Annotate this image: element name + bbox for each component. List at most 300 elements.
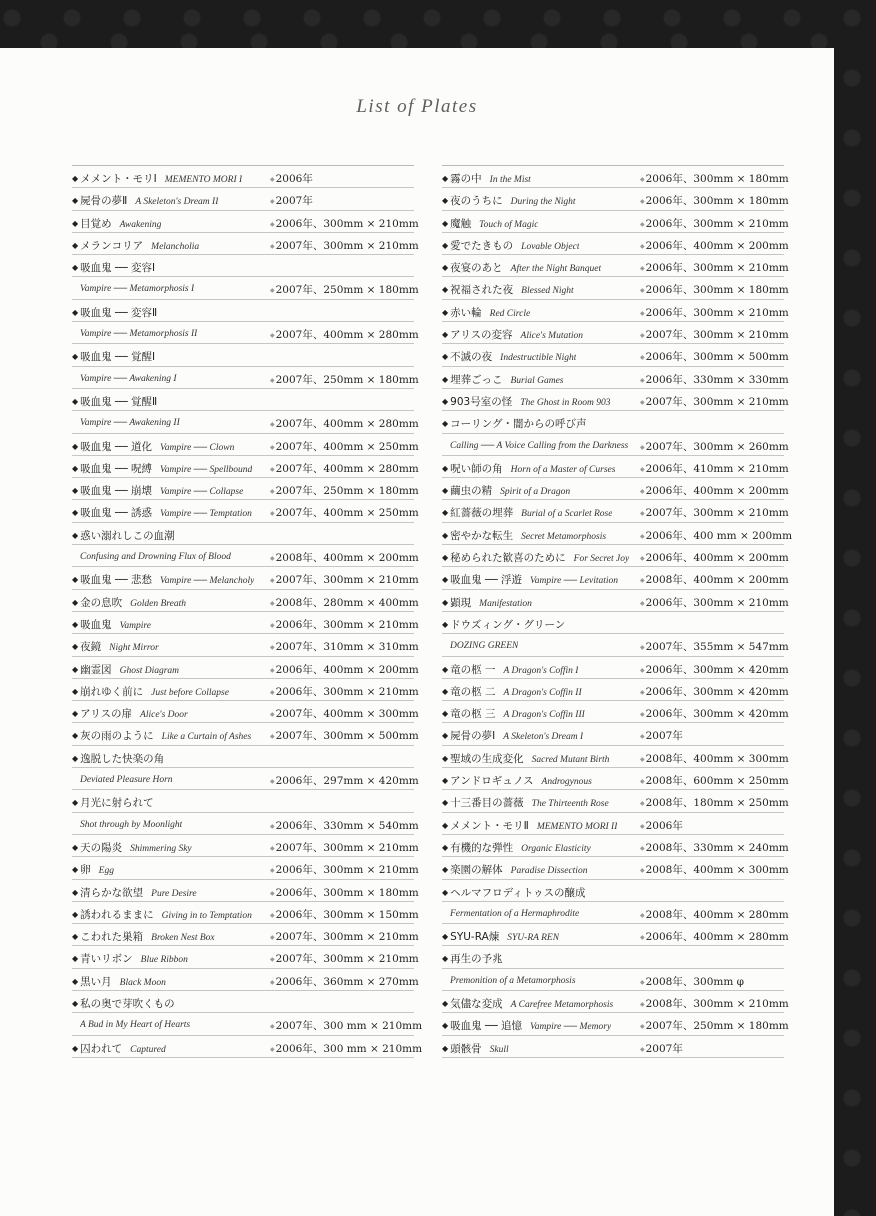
plate-title-jp: 夜鏡: [80, 641, 102, 654]
bullet-icon: ◆: [72, 352, 79, 362]
plate-title-jp: 愛でたきもの: [450, 239, 514, 252]
plate-date-cell: [640, 550, 789, 565]
plate-title-en: Alice's Door: [140, 710, 188, 721]
plate-title: [442, 751, 609, 766]
plate-date-size: ◆ 2007年、300mm × 210mm: [270, 240, 419, 252]
plate-title: [442, 929, 559, 944]
plate-title-jp: 誘われるままに: [80, 908, 154, 921]
bullet-icon: ◆: [442, 932, 449, 942]
plate-date-size: ◆ 2007年、250mm × 180mm: [270, 374, 419, 386]
bullet-icon: ◆: [442, 731, 449, 741]
plate-date-size: ◆ 2006年、300mm × 420mm: [640, 708, 789, 720]
plate-row: [442, 723, 784, 745]
bullet-icon: ◆: [72, 842, 79, 852]
plate-title-jp: 十三番目の薔薇: [450, 797, 524, 810]
plate-title: [80, 327, 197, 339]
plate-row: [442, 924, 789, 946]
plate-title-en: For Secret Joy: [573, 554, 630, 565]
plate-date-cell: [270, 238, 419, 253]
plate-date-size: ◆ 2007年、300mm × 210mm: [270, 574, 419, 586]
plate-row: [442, 902, 789, 924]
plate-title-jp: 囚われて: [80, 1042, 123, 1055]
plate-date-size: ◆ 2008年、400mm × 300mm: [640, 753, 789, 765]
plate-date-size: ◆ 2007年、300mm × 210mm: [640, 396, 789, 408]
plate-title-en: Vampire ── Awakening I: [80, 373, 177, 384]
bullet-icon: ◆: [442, 597, 449, 607]
plate-title: [442, 461, 615, 476]
plate-title: [442, 996, 613, 1011]
bullet-icon: ◆: [442, 352, 449, 362]
plate-title-jp: 紅薔薇の埋葬: [450, 507, 514, 520]
plate-row: [72, 211, 419, 233]
bullet-icon: ◆: [72, 932, 79, 942]
plate-title-en: Vampire ── Metamorphosis II: [80, 329, 198, 340]
plate-row: [72, 924, 419, 946]
plate-title: [450, 639, 518, 651]
bullet-icon: ◆: [442, 396, 449, 406]
plate-row: [442, 500, 789, 522]
plate-date-size: ◆ 2007年、250mm × 180mm: [270, 284, 419, 296]
plate-row: [72, 902, 419, 924]
plate-title: [72, 305, 157, 320]
plate-title-en: Golden Breath: [130, 598, 187, 609]
plate-title: [72, 349, 155, 364]
plate-date-cell: [640, 372, 789, 387]
plate-title-en: SYU-RA REN: [507, 933, 560, 944]
plate-date-size: ◆ 2006年、300 mm × 210mm: [270, 1043, 422, 1055]
plate-date-cell: [270, 282, 419, 297]
plate-date-cell: [270, 706, 419, 721]
plate-date-cell: [640, 193, 789, 208]
plate-date-cell: [270, 907, 419, 922]
plate-title: [72, 595, 186, 610]
plate-title-en: Black Moon: [119, 977, 166, 988]
plate-date-cell: [270, 728, 419, 743]
plate-title: [442, 1041, 509, 1056]
plate-date-size: ◆ 2007年、300 mm × 210mm: [270, 1020, 422, 1032]
bullet-icon: ◆: [442, 1021, 449, 1031]
plate-title-jp: 赤い輪: [450, 306, 482, 319]
plates-list-right: [442, 165, 793, 1058]
plate-title: [72, 1041, 166, 1056]
plate-date-size: ◆ 2007年、300mm × 260mm: [640, 441, 789, 453]
plate-date-cell: [270, 461, 419, 476]
plate-row: [72, 991, 414, 1013]
plate-title: [442, 282, 574, 297]
plate-row: [72, 768, 419, 790]
bullet-icon: ◆: [442, 330, 449, 340]
plate-row: [72, 1036, 423, 1058]
plate-date-size: ◆ 2006年、300mm × 210mm: [270, 218, 419, 230]
plate-row: [72, 300, 414, 322]
bullet-icon: ◆: [72, 396, 79, 406]
plate-title: [442, 862, 587, 877]
plate-title: [72, 193, 218, 208]
plate-row: [72, 790, 414, 812]
plate-title-jp: 不滅の夜: [450, 351, 493, 364]
plate-title-jp: 竜の柩 三: [450, 708, 496, 721]
plate-row: [442, 969, 784, 991]
plate-title: [442, 572, 618, 587]
plate-title-jp: 吸血鬼 ── 呪縛: [80, 462, 152, 475]
bullet-icon: ◆: [442, 998, 449, 1008]
plate-row: [442, 880, 784, 902]
plate-row: [442, 277, 789, 299]
plate-date-size: ◆ 2007年、400mm × 280mm: [270, 418, 419, 430]
plate-title: [450, 439, 628, 451]
plate-date-cell: [640, 483, 789, 498]
plate-title-en: Giving in to Temptation: [161, 910, 252, 921]
plate-row: [72, 590, 419, 612]
bullet-icon: ◆: [442, 419, 449, 429]
plate-date-size: ◆ 2006年、400mm × 200mm: [270, 664, 419, 676]
plate-title-jp: 繭虫の精: [450, 485, 493, 498]
plate-date-cell: [640, 773, 789, 788]
plate-title: [442, 394, 610, 409]
plate-date-cell: [640, 394, 789, 409]
plate-row: [72, 166, 414, 188]
bullet-icon: ◆: [72, 664, 79, 674]
bullet-icon: ◆: [442, 865, 449, 875]
plate-title: [72, 885, 197, 900]
plate-date-cell: [640, 572, 789, 587]
plate-title-en: Confusing and Drowning Flux of Blood: [80, 552, 231, 563]
plate-date-size: ◆ 2006年: [640, 820, 683, 832]
plate-date-size: ◆ 2006年: [270, 173, 313, 185]
plate-title-en: Just before Collapse: [151, 687, 229, 698]
bullet-icon: ◆: [72, 530, 79, 540]
plate-title-en: A Dragon's Coffin III: [503, 710, 585, 721]
plate-title-en: Vampire ── Awakening II: [80, 418, 180, 429]
plate-date-cell: [270, 572, 419, 587]
plate-row: [442, 255, 789, 277]
plate-title: [72, 572, 254, 587]
plate-title-jp: 夜のうちに: [450, 195, 503, 208]
plate-date-size: ◆ 2006年、400mm × 200mm: [640, 485, 789, 497]
plate-row: [442, 411, 784, 433]
plate-title-en: Shot through by Moonlight: [80, 819, 183, 830]
page-sheet: [0, 48, 834, 1216]
plate-row: [442, 1013, 789, 1035]
plate-date-size: ◆ 2007年、400mm × 300mm: [270, 708, 419, 720]
plate-date-cell: [640, 728, 683, 743]
plate-title: [442, 706, 585, 721]
plate-title-en: During the Night: [510, 197, 576, 208]
plate-title-jp: 金の息吹: [80, 596, 123, 609]
plate-title-jp: 呪い師の角: [450, 462, 503, 475]
plate-row: [442, 300, 789, 322]
plate-title-jp: 夜宴のあと: [450, 262, 503, 275]
plates-list-left: [72, 165, 423, 1058]
plate-date-cell: [640, 238, 789, 253]
plate-date-cell: [640, 327, 789, 342]
plate-title-jp: メメント・モリⅠ: [80, 173, 157, 185]
plate-date-size: ◆ 2008年、330mm × 240mm: [640, 842, 789, 854]
plate-title-jp: アリスの扉: [80, 708, 133, 721]
plate-title: [442, 728, 583, 743]
plate-title: [442, 260, 601, 275]
plate-title-jp: 秘められた歓喜のために: [450, 552, 566, 565]
plate-date-cell: [270, 1041, 422, 1056]
plate-row: [72, 813, 419, 835]
plate-row: [442, 322, 789, 344]
plate-row: [72, 478, 419, 500]
plate-row: [442, 813, 784, 835]
plate-title-jp: 吸血鬼 ── 追憶: [450, 1020, 522, 1033]
bullet-icon: ◆: [72, 954, 79, 964]
plate-row: [442, 835, 789, 857]
plate-date-size: ◆ 2006年、400mm × 280mm: [640, 931, 789, 943]
bullet-icon: ◆: [442, 174, 449, 183]
plate-date-size: ◆ 2008年、400mm × 200mm: [640, 574, 789, 586]
bullet-icon: ◆: [442, 530, 449, 540]
plate-date-cell: [270, 505, 419, 520]
plate-title-en: Night Mirror: [109, 643, 159, 654]
plate-date-size: ◆ 2007年、250mm × 180mm: [270, 485, 419, 497]
bullet-icon: ◆: [442, 218, 449, 228]
plate-title-jp: SYU-RA煉: [450, 931, 500, 944]
bullet-icon: ◆: [72, 486, 79, 496]
plate-title-en: Like a Curtain of Ashes: [161, 732, 252, 743]
plate-title-jp: 吸血鬼 ── 道化: [80, 440, 152, 453]
plate-date-size: ◆ 2008年、300mm φ: [640, 976, 744, 988]
plate-date-size: ◆ 2006年、300mm × 180mm: [270, 887, 419, 899]
plate-date-cell: [640, 260, 789, 275]
plate-row: [442, 746, 789, 768]
plate-title: [442, 550, 629, 565]
plate-date-size: ◆ 2007年: [270, 195, 313, 207]
plate-date-size: ◆ 2006年、300mm × 210mm: [640, 262, 789, 274]
plate-title-en: Burial of a Scarlet Rose: [521, 509, 613, 520]
plate-title-en: Androgynous: [541, 777, 592, 788]
bullet-icon: ◆: [442, 196, 449, 206]
plate-row: [442, 434, 789, 456]
plate-date-cell: [270, 951, 419, 966]
plate-title-en: A Bud in My Heart of Hearts: [80, 1020, 191, 1031]
plate-title: [72, 706, 188, 721]
bullet-icon: ◆: [442, 508, 449, 518]
plate-row: [72, 344, 414, 366]
plate-title-en: Vampire ── Temptation: [159, 509, 252, 520]
plate-row: [442, 567, 789, 589]
plate-date-cell: [640, 305, 789, 320]
plate-row: [442, 768, 789, 790]
plate-date-size: ◆ 2006年、330mm × 540mm: [270, 820, 419, 832]
plate-row: [72, 277, 419, 299]
bullet-icon: ◆: [72, 998, 79, 1008]
plate-title: [442, 238, 579, 253]
bullet-icon: ◆: [72, 753, 79, 763]
plate-date-cell: [640, 171, 789, 186]
plate-title: [72, 238, 199, 253]
bullet-icon: ◆: [72, 508, 79, 518]
plate-title-jp: 埋葬ごっこ: [450, 373, 503, 386]
plate-row: [72, 701, 419, 723]
plate-date-size: ◆ 2006年、410mm × 210mm: [640, 463, 789, 475]
plate-title-jp: 霧の中: [450, 173, 482, 185]
bullet-icon: ◆: [72, 307, 79, 317]
plate-title: [450, 907, 579, 919]
plate-title-jp: ドウズィング・グリーン: [450, 618, 566, 631]
plate-date-size: ◆ 2006年、400mm × 200mm: [640, 240, 789, 252]
plate-title: [72, 684, 229, 699]
plate-row: [72, 545, 419, 567]
plate-title-jp: ヘルマフロディトゥスの醸成: [450, 886, 586, 899]
plate-title-jp: 屍骨の夢Ⅰ: [450, 730, 496, 743]
plate-date-cell: [640, 907, 789, 922]
plate-row: [72, 500, 419, 522]
plate-date-size: ◆ 2007年、400mm × 250mm: [270, 441, 419, 453]
plate-date-size: ◆ 2006年、300mm × 500mm: [640, 351, 789, 363]
plate-title-en: Vampire ── Collapse: [159, 487, 244, 498]
plate-title: [442, 662, 578, 677]
plate-date-cell: [640, 439, 789, 454]
plate-title: [72, 617, 151, 632]
plate-row: [442, 612, 784, 634]
plate-title: [442, 1018, 611, 1033]
plate-date-cell: [640, 595, 789, 610]
plate-title-en: Awakening: [119, 219, 162, 230]
plate-row: [72, 723, 419, 745]
bullet-icon: ◆: [442, 664, 449, 674]
plate-date-cell: [640, 1041, 683, 1056]
bullet-icon: ◆: [442, 553, 449, 563]
plate-row: [72, 523, 414, 545]
plate-title-en: Premonition of a Metamorphosis: [450, 975, 576, 986]
bullet-icon: ◆: [442, 486, 449, 496]
bullet-icon: ◆: [442, 575, 449, 585]
plate-date-size: ◆ 2008年、400mm × 280mm: [640, 909, 789, 921]
plate-row: [72, 946, 419, 968]
plate-title: [72, 929, 215, 944]
plate-title-en: Vampire ── Metamorphosis I: [80, 284, 195, 295]
plate-title: [442, 885, 586, 900]
plate-date-cell: [270, 483, 419, 498]
plate-date-size: ◆ 2006年、300mm × 210mm: [640, 218, 789, 230]
bullet-icon: ◆: [72, 709, 79, 719]
plate-date-size: ◆ 2007年、310mm × 310mm: [270, 641, 419, 653]
plate-title: [80, 773, 173, 785]
plate-row: [72, 657, 419, 679]
plate-title: [442, 372, 564, 387]
plate-title-en: Red Circle: [489, 308, 531, 319]
plate-row: [442, 590, 789, 612]
bullet-icon: ◆: [442, 374, 449, 384]
bullet-icon: ◆: [72, 174, 79, 183]
plate-date-cell: [640, 818, 683, 833]
plate-row: [72, 857, 419, 879]
plate-title: [442, 818, 617, 833]
plate-title: [442, 840, 591, 855]
plate-title-jp: 吸血鬼 ── 崩壊: [80, 485, 152, 498]
plate-title: [72, 394, 157, 409]
plate-row: [72, 367, 419, 389]
plate-title: [442, 951, 503, 966]
bullet-icon: ◆: [442, 753, 449, 763]
bullet-icon: ◆: [442, 709, 449, 719]
bullet-icon: ◆: [72, 463, 79, 473]
plate-title-en: A Dragon's Coffin II: [503, 687, 582, 698]
bullet-icon: ◆: [72, 642, 79, 652]
bullet-icon: ◆: [442, 776, 449, 786]
plate-title: [442, 617, 565, 632]
plate-title-en: DOZING GREEN: [450, 641, 519, 652]
plate-title-en: Sacred Mutant Birth: [531, 754, 610, 765]
plate-date-cell: [270, 818, 419, 833]
plate-title: [80, 372, 177, 384]
plate-title-jp: アリスの変容: [450, 329, 513, 342]
plate-date-cell: [270, 372, 419, 387]
plate-date-size: ◆ 2006年、300mm × 180mm: [640, 195, 789, 207]
plate-title-jp: メメント・モリⅡ: [450, 819, 529, 832]
plate-title-jp: 惑い溺れしこの血潮: [80, 529, 175, 542]
bullet-icon: ◆: [72, 441, 79, 451]
plate-title-jp: 吸血鬼 ── 変容Ⅰ: [80, 262, 156, 275]
bullet-icon: ◆: [72, 597, 79, 607]
plate-title: [72, 974, 166, 989]
plate-title-jp: 幽霊図: [80, 663, 112, 676]
plate-date-cell: [270, 974, 419, 989]
plate-date-size: ◆ 2008年、280mm × 400mm: [270, 597, 419, 609]
plate-title: [72, 528, 175, 543]
plate-row: [72, 746, 414, 768]
plate-title-jp: 吸血鬼 ── 変容Ⅱ: [80, 306, 158, 319]
plate-title: [442, 528, 606, 543]
plate-row: [442, 657, 789, 679]
plate-title-jp: 灰の雨のように: [80, 730, 154, 743]
plate-date-cell: [270, 617, 419, 632]
plate-date-cell: [270, 550, 419, 565]
plate-title-jp: こわれた巣箱: [80, 931, 144, 944]
plate-title-en: Captured: [130, 1044, 166, 1055]
plate-title-en: Melancholia: [151, 241, 200, 252]
plate-title-en: Shimmering Sky: [130, 843, 192, 854]
plate-title-jp: 屍骨の夢Ⅱ: [80, 195, 128, 208]
plate-title-jp: 竜の柩 二: [450, 685, 496, 698]
plate-row: [72, 880, 419, 902]
bullet-icon: ◆: [442, 463, 449, 473]
plate-date-size: ◆ 2007年、300mm × 210mm: [270, 842, 419, 854]
plate-title-jp: 吸血鬼: [80, 618, 112, 631]
plate-title-jp: 崩れゆく前に: [80, 685, 144, 698]
plate-title: [442, 773, 592, 788]
plate-date-size: ◆ 2007年、300mm × 210mm: [640, 507, 789, 519]
plate-date-cell: [640, 929, 789, 944]
plate-title-jp: コーリング・闇からの呼び声: [450, 418, 587, 431]
plate-title-en: Lovable Object: [521, 241, 580, 252]
plate-title: [442, 349, 576, 364]
plate-row: [442, 790, 789, 812]
plate-title-en: Pure Desire: [151, 888, 197, 899]
plate-date-cell: [640, 974, 744, 989]
plate-date-size: ◆ 2007年、300mm × 210mm: [270, 931, 419, 943]
plate-title-en: A Skeleton's Dream I: [503, 732, 584, 743]
plate-title-jp: 祝福された夜: [450, 284, 514, 297]
plate-title-en: A Skeleton's Dream II: [135, 197, 219, 208]
plate-title-jp: 吸血鬼 ── 浮遊: [450, 574, 522, 587]
plate-title-jp: 有機的な弾性: [450, 841, 514, 854]
plate-title-en: Alice's Mutation: [520, 331, 583, 342]
plate-title-jp: 吸血鬼 ── 覚醒Ⅱ: [80, 395, 158, 408]
plate-title: [442, 171, 531, 186]
plate-date-cell: [640, 505, 789, 520]
plate-title: [72, 951, 188, 966]
plate-date-size: ◆ 2007年: [640, 1043, 683, 1055]
plate-title-en: The Thirteenth Rose: [531, 799, 609, 810]
plate-title-en: Calling ── A Voice Calling from the Darkness: [450, 440, 629, 451]
plate-date-size: ◆ 2006年、400mm × 200mm: [640, 552, 789, 564]
plate-title: [72, 728, 251, 743]
